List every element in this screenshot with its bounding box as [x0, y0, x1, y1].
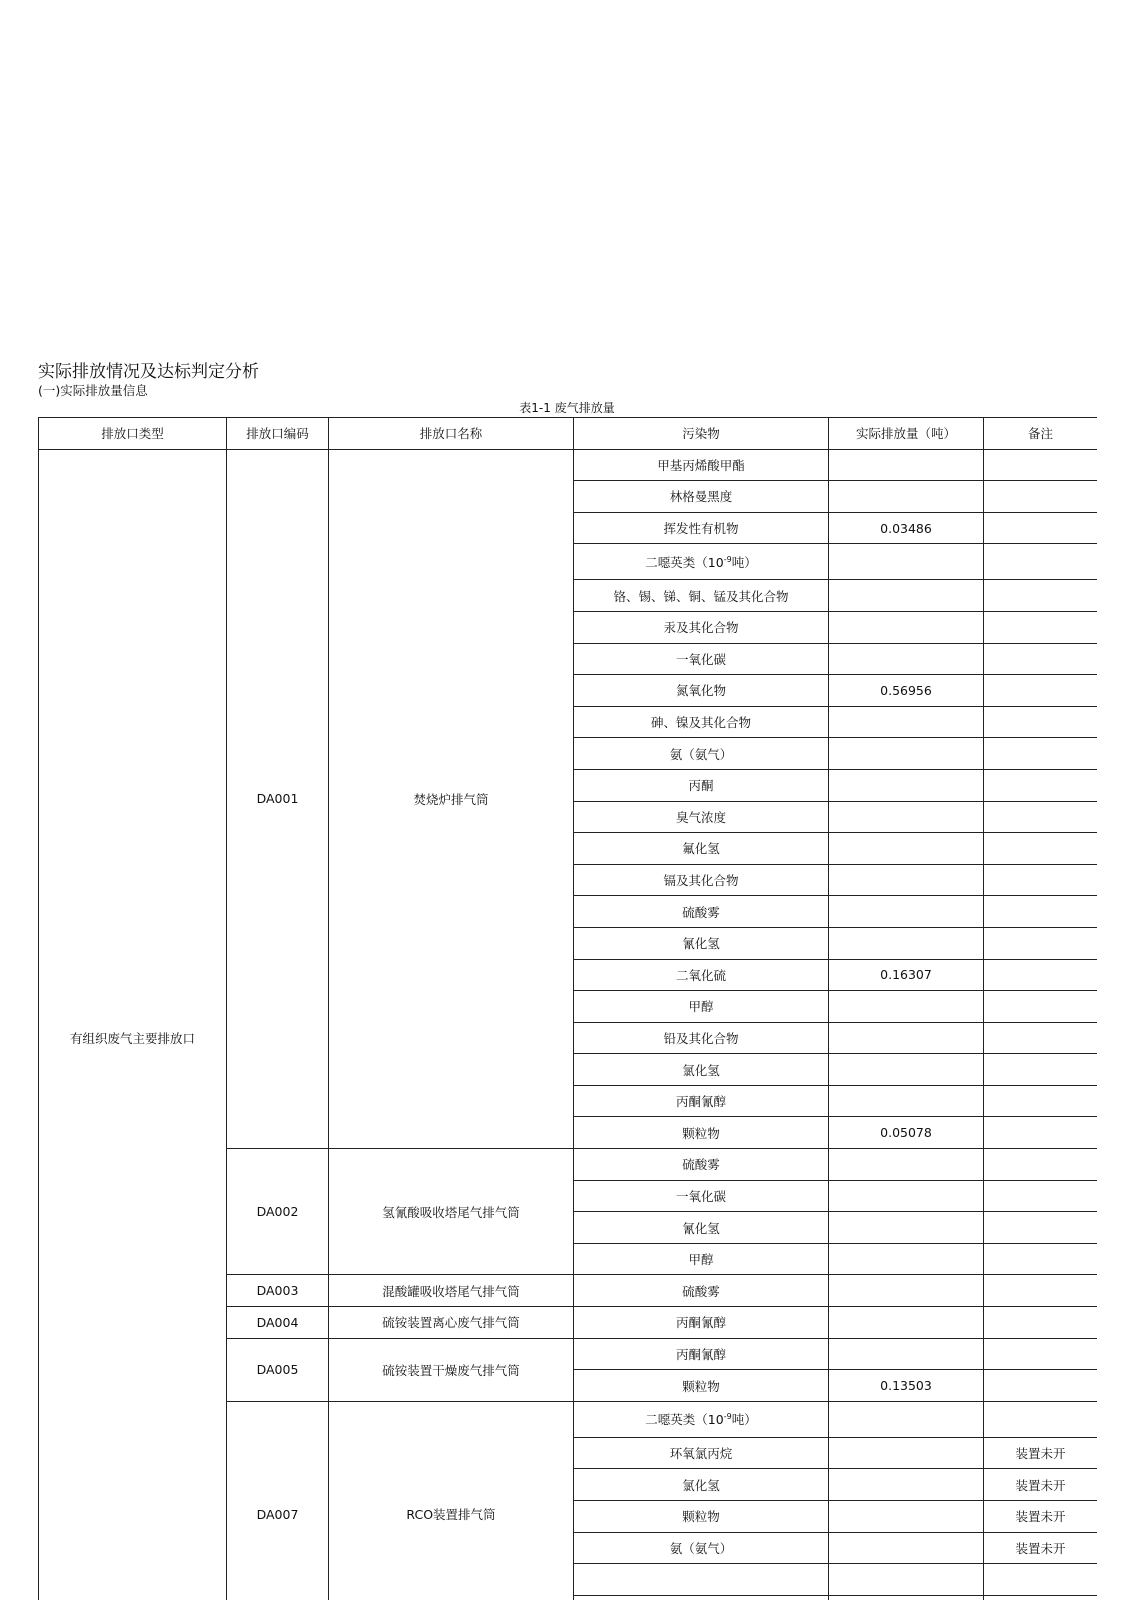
amount-cell [829, 1275, 984, 1307]
pollutant-cell: 硫酸雾 [574, 1275, 829, 1307]
note-cell [984, 1212, 1098, 1244]
amount-cell [829, 580, 984, 612]
note-cell [984, 449, 1098, 481]
note-cell [984, 833, 1098, 865]
outlet-name-cell: 混酸罐吸收塔尾气排气筒 [329, 1275, 574, 1307]
amount-cell [829, 1149, 984, 1181]
note-cell [984, 1117, 1098, 1149]
note-cell [984, 481, 1098, 513]
note-cell [984, 864, 1098, 896]
unit-prefix: （10 [695, 1412, 724, 1428]
unit-exponent: -9 [723, 1412, 732, 1422]
note-cell [984, 1054, 1098, 1086]
pollutant-cell: 氮氧化物 [574, 675, 829, 707]
amount-cell [829, 896, 984, 928]
note-cell [984, 1564, 1098, 1596]
pollutant-cell [574, 1564, 829, 1596]
amount-cell: 0.13503 [829, 1370, 984, 1402]
amount-cell [829, 1338, 984, 1370]
note-cell [984, 769, 1098, 801]
header-outlet-code: 排放口编码 [227, 418, 329, 450]
note-cell: 装置未开 [984, 1469, 1098, 1501]
pollutant-cell [574, 1401, 829, 1437]
amount-cell: 0.03486 [829, 512, 984, 544]
note-cell [984, 927, 1098, 959]
pollutant-cell: 甲醇 [574, 1243, 829, 1275]
amount-cell [829, 1243, 984, 1275]
amount-cell [829, 1307, 984, 1339]
note-cell [984, 959, 1098, 991]
pollutant-cell: 一氧化碳 [574, 643, 829, 675]
unit-exponent: -9 [723, 554, 732, 564]
note-cell [984, 512, 1098, 544]
note-cell [984, 738, 1098, 770]
pollutant-cell: 砷、镍及其化合物 [574, 706, 829, 738]
pollutant-cell: 铅及其化合物 [574, 1022, 829, 1054]
pollutant-cell: 甲醇 [574, 991, 829, 1023]
emissions-table [38, 417, 1097, 1600]
table-row [39, 449, 1098, 481]
amount-cell [829, 1085, 984, 1117]
amount-cell [829, 1401, 984, 1437]
outlet-code-cell: DA005 [227, 1338, 329, 1401]
section-subheading: (一)实际排放量信息 [38, 383, 148, 398]
outlet-name-cell: RCO装置排气筒 [329, 1401, 574, 1600]
pollutant-cell: 铬、锡、锑、铜、锰及其化合物 [574, 580, 829, 612]
pollutant-cell: 环氧氯丙烷 [574, 1437, 829, 1469]
note-cell [984, 611, 1098, 643]
note-cell [984, 580, 1098, 612]
amount-cell [829, 1180, 984, 1212]
pollutant-cell: 挥发性有机物 [574, 512, 829, 544]
amount-cell: 0.56956 [829, 675, 984, 707]
header-amount: 实际排放量（吨） [829, 418, 984, 450]
amount-cell: 0.16307 [829, 959, 984, 991]
note-cell [984, 991, 1098, 1023]
amount-cell [829, 1022, 984, 1054]
pollutant-cell: 氰化氢 [574, 927, 829, 959]
amount-cell [829, 991, 984, 1023]
pollutant-cell: 氯化氢 [574, 1054, 829, 1086]
pollutant-cell: 氯化氢 [574, 1469, 829, 1501]
note-cell: 装置未开 [984, 1501, 1098, 1533]
outlet-code-cell: DA002 [227, 1149, 329, 1275]
note-cell [984, 1022, 1098, 1054]
note-cell: 装置未开 [984, 1437, 1098, 1469]
pollutant-cell: 氟化氢 [574, 833, 829, 865]
pollutant-cell: 颗粒物 [574, 1501, 829, 1533]
pollutant-name: 二噁英类 [645, 1412, 696, 1428]
amount-cell [829, 1532, 984, 1564]
outlet-name-cell: 硫铵装置离心废气排气筒 [329, 1307, 574, 1339]
unit-prefix: （10 [695, 554, 724, 570]
pollutant-cell: 甲基丙烯酸甲酯 [574, 449, 829, 481]
amount-cell [829, 927, 984, 959]
amount-cell [829, 864, 984, 896]
unit-suffix: 吨） [731, 554, 757, 570]
outlet-code-cell: DA007 [227, 1401, 329, 1600]
amount-cell [829, 1595, 984, 1600]
pollutant-cell: 颗粒物 [574, 1370, 829, 1402]
pollutant-cell: 氰化氢 [574, 1212, 829, 1244]
note-cell [984, 706, 1098, 738]
table-caption: 表1-1 废气排放量 [519, 401, 615, 415]
header-outlet-name: 排放口名称 [329, 418, 574, 450]
note-cell [984, 801, 1098, 833]
note-cell [984, 896, 1098, 928]
pollutant-cell: 臭气浓度 [574, 801, 829, 833]
header-note: 备注 [984, 418, 1098, 450]
amount-cell [829, 1437, 984, 1469]
note-cell [984, 1595, 1098, 1600]
note-cell [984, 1180, 1098, 1212]
amount-cell [829, 544, 984, 580]
amount-cell [829, 643, 984, 675]
note-cell [984, 675, 1098, 707]
pollutant-cell: 氨（氨气） [574, 738, 829, 770]
note-cell: 装置未开 [984, 1532, 1098, 1564]
pollutant-name: 二噁英类 [645, 554, 696, 570]
note-cell [984, 1370, 1098, 1402]
pollutant-cell: 丙酮 [574, 769, 829, 801]
outlet-name-cell: 焚烧炉排气筒 [329, 449, 574, 1148]
pollutant-cell: 丙酮氰醇 [574, 1085, 829, 1117]
pollutant-cell: 硫酸雾 [574, 1149, 829, 1181]
pollutant-cell: 硫酸雾 [574, 896, 829, 928]
outlet-type-cell: 有组织废气主要排放口 [39, 449, 227, 1600]
note-cell [984, 643, 1098, 675]
note-cell [984, 1338, 1098, 1370]
amount-cell [829, 769, 984, 801]
note-cell [984, 1275, 1098, 1307]
section-heading: 实际排放情况及达标判定分析 [38, 362, 259, 382]
note-cell [984, 1085, 1098, 1117]
table-container [38, 417, 1097, 1600]
note-cell [984, 1307, 1098, 1339]
outlet-name-cell: 氢氰酸吸收塔尾气排气筒 [329, 1149, 574, 1275]
pollutant-cell: 颗粒物 [574, 1117, 829, 1149]
amount-cell [829, 449, 984, 481]
pollutant-cell: 汞及其化合物 [574, 611, 829, 643]
amount-cell [829, 1564, 984, 1596]
amount-cell [829, 1054, 984, 1086]
pollutant-cell: 一氧化碳 [574, 1180, 829, 1212]
note-cell [984, 544, 1098, 580]
pollutant-cell: 丙酮氰醇 [574, 1307, 829, 1339]
pollutant-cell [574, 1595, 829, 1600]
pollutant-cell: 林格曼黑度 [574, 481, 829, 513]
amount-cell [829, 611, 984, 643]
pollutant-cell: 镉及其化合物 [574, 864, 829, 896]
amount-cell [829, 833, 984, 865]
amount-cell [829, 481, 984, 513]
amount-cell [829, 1501, 984, 1533]
table-body [39, 449, 1098, 1600]
amount-cell [829, 1212, 984, 1244]
outlet-code-cell: DA001 [227, 449, 329, 1148]
amount-cell [829, 706, 984, 738]
pollutant-cell: 二氧化硫 [574, 959, 829, 991]
note-cell [984, 1149, 1098, 1181]
amount-cell [829, 738, 984, 770]
unit-suffix: 吨） [731, 1412, 757, 1428]
note-cell [984, 1243, 1098, 1275]
header-pollutant: 污染物 [574, 418, 829, 450]
table-header-row [39, 418, 1098, 450]
amount-cell: 0.05078 [829, 1117, 984, 1149]
amount-cell [829, 801, 984, 833]
note-cell [984, 1401, 1098, 1437]
pollutant-cell [574, 544, 829, 580]
pollutant-cell: 氨（氨气） [574, 1532, 829, 1564]
amount-cell [829, 1469, 984, 1501]
outlet-code-cell: DA004 [227, 1307, 329, 1339]
outlet-code-cell: DA003 [227, 1275, 329, 1307]
pollutant-cell: 丙酮氰醇 [574, 1338, 829, 1370]
outlet-name-cell: 硫铵装置干燥废气排气筒 [329, 1338, 574, 1401]
header-outlet-type: 排放口类型 [39, 418, 227, 450]
